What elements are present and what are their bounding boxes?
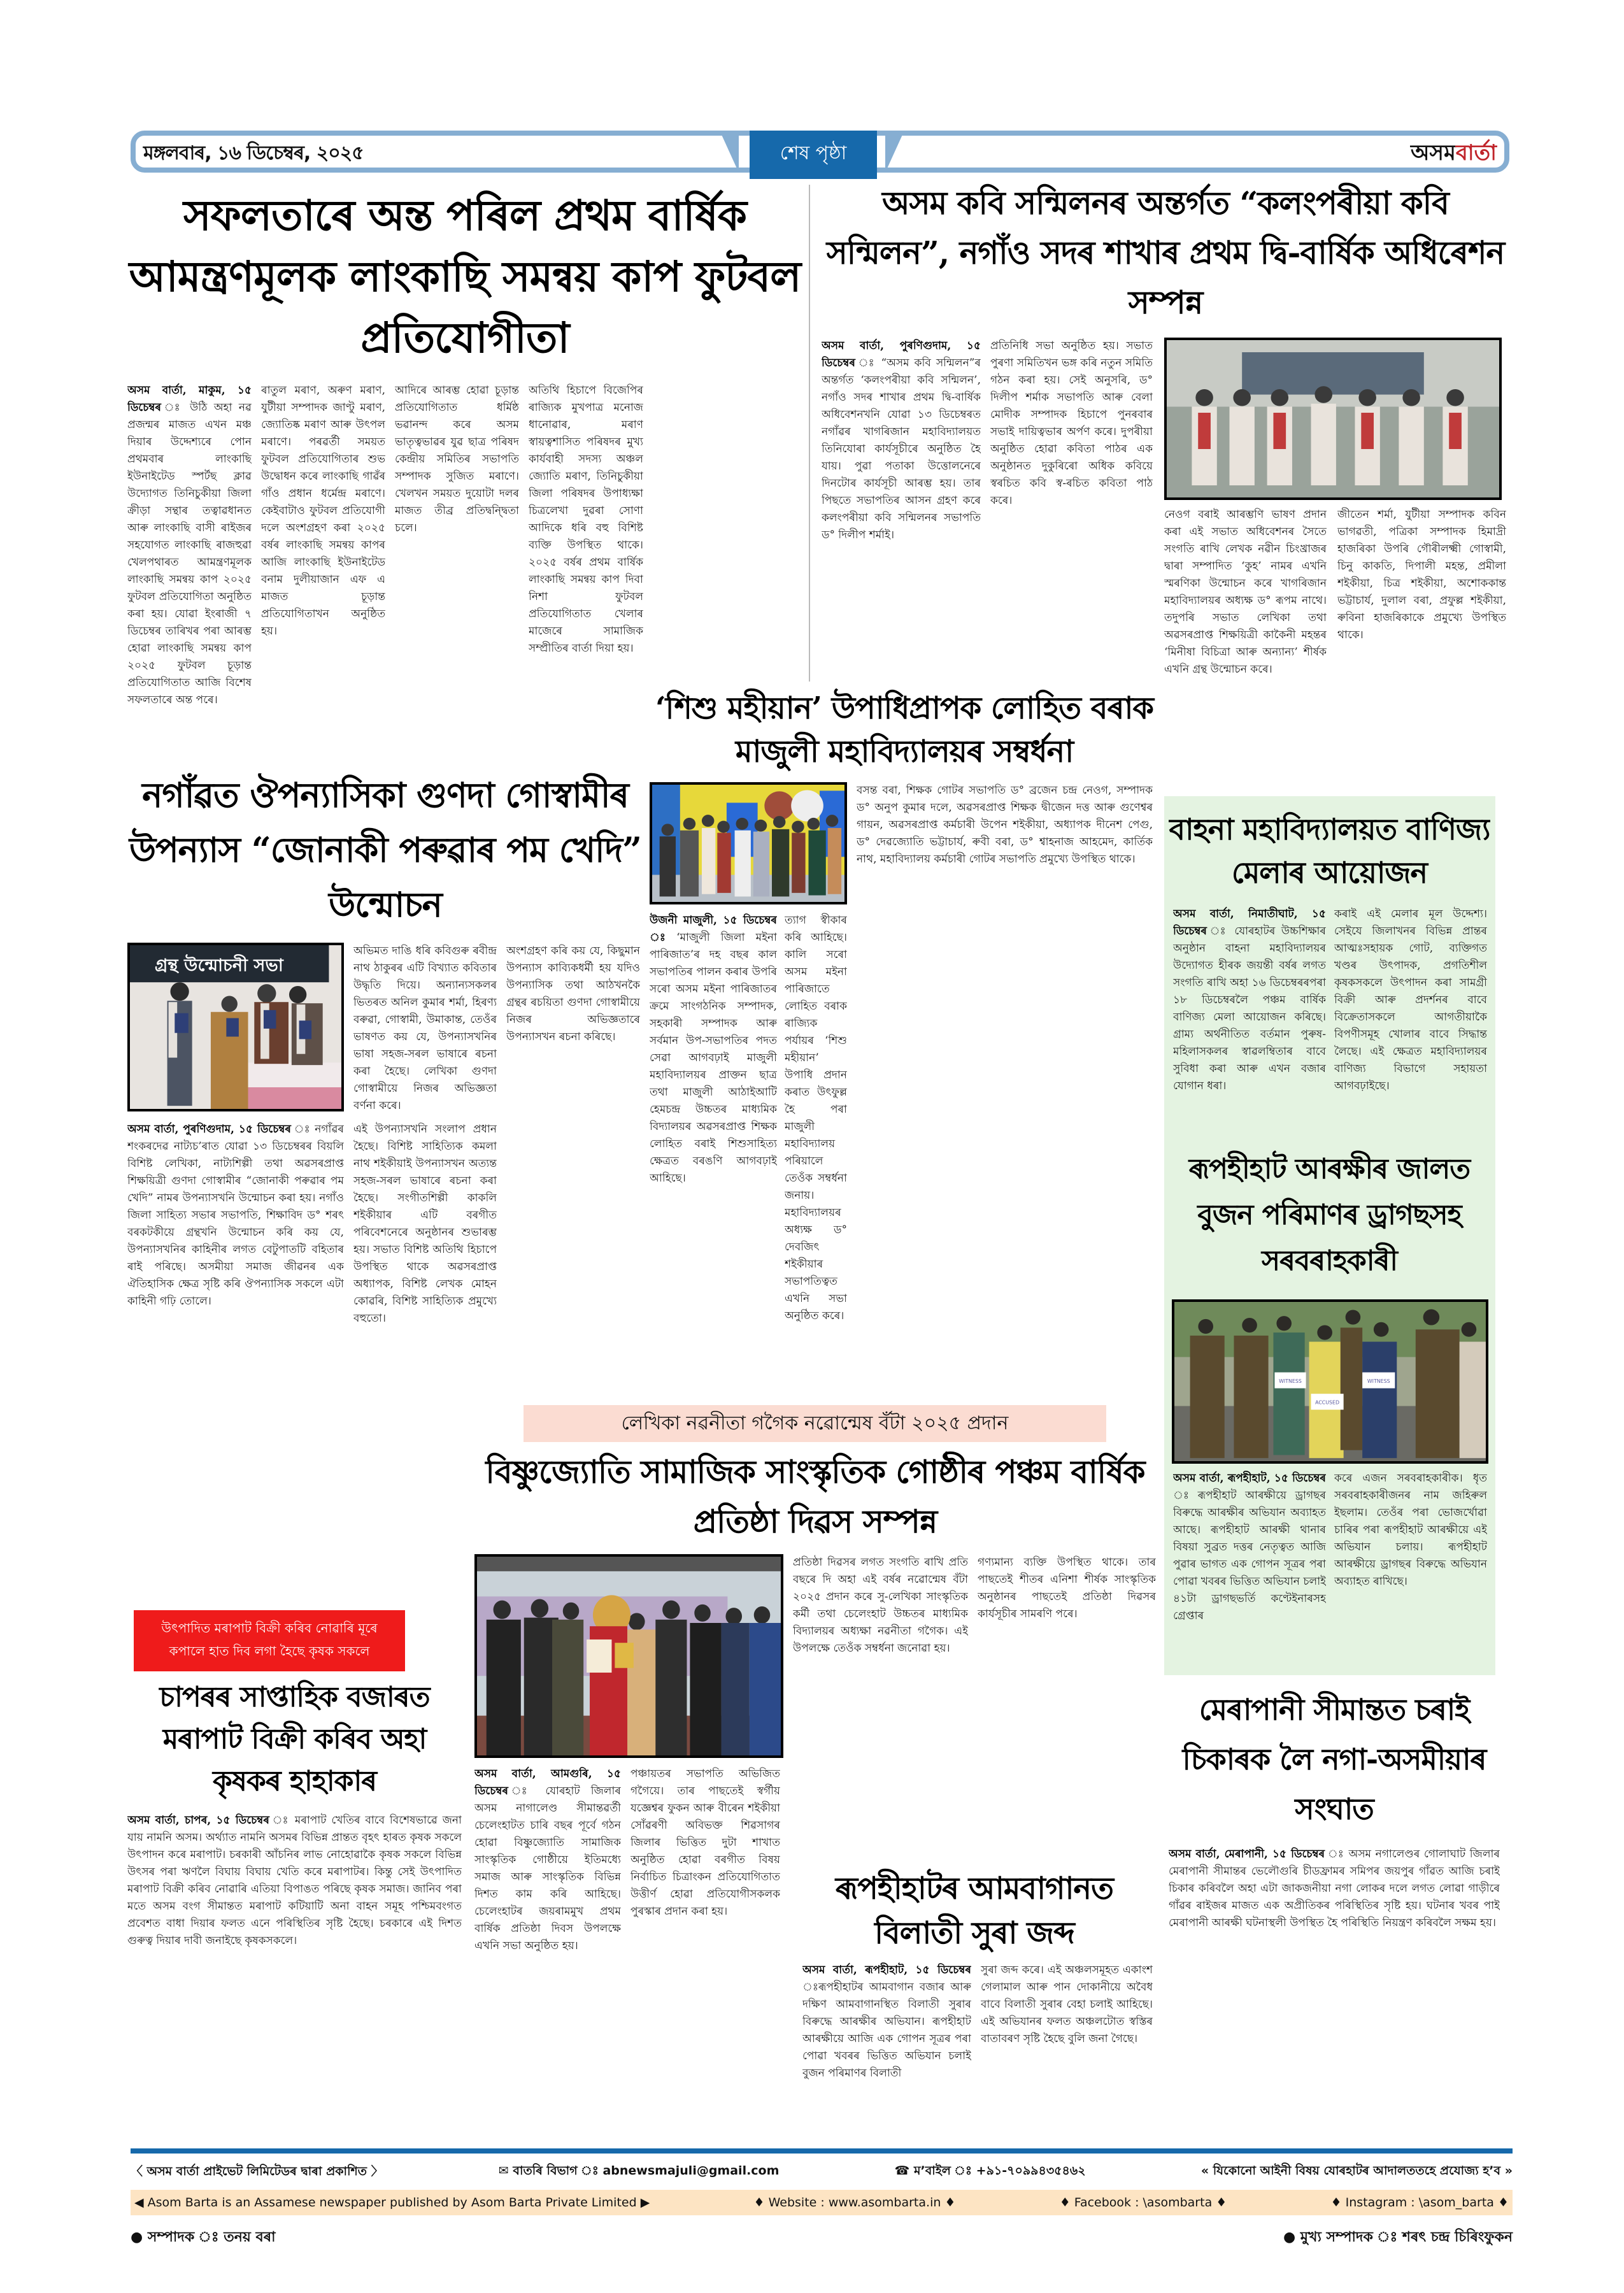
jute-body-text: ঃ মৰাপাট খেতিৰ বাবে বিশেষভাৱে জনা যায় নামনি অসম। অৰ্থ্যাত নামনি অসমৰ বিভিন্ন প্ৰান্তত বৃহৎ হাৰত কৃষক সকলে উৎপাদন কৰে মৰাপাট। চৰকাৰী আঁচনিৰ লাভ নোহোৱাকৈ কৃষক সকলে বিভিন্ন উৎসৰ পৰা ঋণলৈ বিঘায় বিঘায় খেতি কৰে মৰাপাটৰ। কিন্তু সেই উৎপাদিত মৰাপাট বিক্ৰী কৰিব নোৱাৰি এতিয়া বিপাঙত পৰিছে কৃষক সমাজ। জানিব পৰা মতে অসম বংগ সীমান্তত মৰাপাট কটিয়াটি অনা বাহন সমূহ পশ্চিমবংগত প্ৰবেশত বাধা দিয়াৰ ফলত এনে পৰিস্থিতিৰ সৃষ্টি হৈছে। চৰকাৰে এই দিশত গুৰুত্ব দিয়াৰ দাবী জনাইছে কৃষকসকলে।: [127, 1814, 462, 1947]
issue-date: মঙ্গলবাৰ, ১৬ ডিচেম্বৰ, ২০২৫: [143, 142, 364, 164]
jurisdiction-text: যিকোনো আইনী বিষয় যোৰহাটৰ আদালততহে প্ৰযোজ্য হ’ব: [1213, 2164, 1501, 2178]
novel-photo: [127, 943, 344, 1111]
news-desk-label: বাতৰি বিভাগ ঃ: [513, 2164, 599, 2178]
football-headline: সফলতাৰে অন্ত পৰিল প্ৰথম বাৰ্ষিক আমন্ত্ৰণমূলক লাংকাছি সমন্বয় কাপ ফুটবল প্ৰতিযোগীতা: [129, 190, 801, 362]
rupohi-liquor-dateline: অসম বাৰ্তা, ৰূপহীহাট, ১৫ ডিচেম্বৰ: [802, 1964, 971, 1976]
instagram-text: Instagram : \asom_barta: [1345, 2196, 1494, 2210]
shishu-body-text: ‘মাজুলী জিলা মইনা পাৰিজাত’ৰ দহ বছৰ কাল সভাপতিৰ পালন কৰাৰ উপৰি সৰো অসম মইনা পাৰিজাতৰ ক্ৰমে সাংগঠনিক সম্পাদক, সহকাৰী সম্পাদক আৰু সৰ্বমান উপ-সভাপতিৰ পদত সেৱা আগবঢ়াই মাজুলী মহাবিদ্যালয়ৰ প্ৰাক্তন ছাত্ৰ তথা মাজুলী আঠাইআটি হেমচন্দ্ৰ উচ্চতৰ মাধ্যমিক বিদ্যালয়ৰ অৱসৰপ্ৰাপ্ত শিক্ষক লোহিত বৰাই শিশুসাহিত্য ক্ষেত্ৰত বৰঙণি আগবঢ়াই আহিছে।: [650, 931, 777, 1185]
shishu-photo-image: [652, 785, 844, 902]
logo-part2: বাৰ্তা: [1455, 140, 1497, 166]
editor: ● সম্পাদক ঃ তনয় বৰা: [131, 2229, 276, 2245]
novel-dateline: অসম বাৰ্তা, পুৰণিগুদাম, ১৫ ডিচেম্বৰ: [127, 1123, 291, 1136]
bishnu-body-col1: [474, 1766, 621, 2141]
kabi-photo-image: [1167, 340, 1499, 497]
football-body-col4: অতিথি হিচাপে বিজেপিৰ ৰাজ্যিক মুখপাত্ৰ মনোজ ধানোৱাৰ, মৰাণ স্বায়ত্বশাসিত পৰিষদৰ মুখ্য কাৰ্যবাহী সদস্য অঞ্চল জ্যোতি মৰাণ, তিনিচুকীয়া জিলা পৰিষদৰ উপাধ্যক্ষা চিত্ৰলেখা দুৱৰা সোণা আদিকে ধৰি বহু বিশিষ্ট ব্যক্তি উপস্থিত থাকে। ২০২৫ বৰ্ষৰ প্ৰথম বাৰ্ষিক লাংকাছি সমন্বয় কাপ দিবা নিশা ফুটবল প্ৰতিযোগিতাত খেলাৰ মাজেৰে সামাজিক সম্প্ৰীতিৰ বাৰ্তা দিয়া হয়।: [529, 384, 643, 655]
football-body-col1: [127, 382, 252, 748]
bishnu-photo-image: [477, 1557, 781, 1755]
rupohi-liquor-body-col1: [802, 1962, 971, 2140]
footer-editors: [131, 2226, 1513, 2250]
rupohi-drugs-body-col1: [1173, 1470, 1326, 1668]
kabi-headline: অসম কবি সন্মিলনৰ অন্তৰ্গত “কলংপৰীয়া কবি সন্মিলন”, নগাঁও সদৰ শাখাৰ প্ৰথম দ্বি-বাৰ্ষিক অধিৰেশন সম্পন্ন: [826, 184, 1505, 321]
novel-body-col1: [127, 1121, 344, 1576]
merapani-dateline: অসম বাৰ্তা, মেৰাপানী, ১৫ ডিচেম্বৰ: [1169, 1848, 1325, 1861]
bahona-body-text: ঃ যোৰহাটৰ উচ্চশিক্ষাৰ অনুষ্ঠান বাহনা মহাবিদ্যালয়ৰ উদ্যোগত হীৰক জয়ন্তী বৰ্ষৰ লগত সংগতি ৰাখি অহা ১৬ ডিচেম্বৰৰপৰা ১৮ ডিচেম্বৰলৈ পঞ্চম বাৰ্ষিক বাণিজ্য মেলা আয়োজন কৰিছে। গ্ৰাম্য অৰ্থনীতিত বৰ্তমান পুৰুষ-মহিলাসকলৰ স্বাৱলম্বিতাৰ বাবে সুবিধা কৰা আৰু এখন বজাৰ যোগান ধৰা।: [1173, 925, 1326, 1092]
header-wedge-right: [885, 131, 904, 173]
merapani-body: [1169, 1846, 1500, 2140]
email-link[interactable]: abnewsmajuli@gmail.com: [602, 2164, 780, 2178]
mobile-info: [895, 2162, 1086, 2182]
bishnu-body-text: ঃ যোৰহাট জিলাৰ অসম নাগালেণ্ড সীমান্তৱৰ্তী চেলেংহাটত চাৰি বছৰ পূৰ্বে গঠন হোৱা বিষ্ণুজ্যোতি সামাজিক সাংস্কৃতিক গোষ্ঠীয়ে ইতিমধ্যে সমাজ আৰু সাংস্কৃতিক বিভিন্ন দিশত কাম কৰি আহিছে। চেলেংহাটৰ জয়ৰামমুখ প্ৰথম বাৰ্ষিক প্ৰতিষ্ঠা দিবস উপলক্ষে এখনি সভা অনুষ্ঠিত হয়।: [474, 1785, 621, 1952]
novel-photo-banner: গ্ৰন্থ উন্মোচনী সভা: [155, 955, 283, 976]
footer-info-row: [131, 2159, 1513, 2185]
logo-part1: অসম: [1411, 140, 1456, 166]
editor-text: সম্পাদক ঃ তনয় বৰা: [147, 2229, 276, 2245]
novel-photo-image: [130, 945, 341, 1109]
bishnu-body-col2: পঞ্চায়তৰ সভাপতি অভিজিত গগৈয়ে। তাৰ পাছতেই স্বৰ্গীয় যজ্ঞেশ্বৰ ফুকন আৰু বীৰেন শইকীয়া সোঁৱৰণী অবিভক্ত শিৱসাগৰ জিলাৰ ভিত্তিত দুটা শাখাত অনুষ্ঠিত হোৱা বৰগীত বিষয় নিৰ্বাচিত চিত্ৰাংকন প্ৰতিযোগিতাত উত্তীৰ্ণ হোৱা প্ৰতিযোগীসকলক পুৰস্কাৰ প্ৰদান কৰা হয়।: [630, 1768, 780, 1918]
merapani-body-text: ঃ অসম নগালেণ্ডৰ গোলাঘাট জিলাৰ মেৰাপানী সীমান্তৰ ভেলৌগুৰি চীডফ্ৰামৰ সমিপৰ জয়পুৰ গাঁৱত আজি চৰাই চিকাৰ কৰিবলৈ অহা এটা জাকজনীয়া নগা লোকৰ দলে লগত লোৱা গাড়ীৰে গাঁৱৰ ৰাইজৰ মাজত এক অপ্ৰীতিকৰ পৰিস্থিতিৰ সৃষ্টি হয়। ঘটনাৰ খবৰ পাই মেৰাপানী আৰক্ষী ঘটনাস্থলী উপস্থিত হৈ পৰিস্থিতি নিয়ন্ত্ৰণ কৰিবলৈ সক্ষম হয়।: [1169, 1848, 1500, 1929]
kabi-body-col1: [822, 338, 981, 682]
novel-body-col3: অভিমত দাঙি ধৰি কবিগুৰু ৰবীন্দ্ৰ নাথ ঠাকুৰৰ এটি বিখ্যাত কবিতাৰ উদ্ধৃতি দিয়ে। অন্যান্যসকলৰ ভিতৰত অনিল কুমাৰ শৰ্মা, হিৰণ্য বৰুৱা, গোস্বামী, উমাকান্ত, তেওঁৰ ভাষণত কয় যে, উপন্যাসখনিৰ ভাষা সহজ-সৰল ভাষাৰে ৰচনা কৰা হৈছে। লেখিকা গুণদা গোস্বামীয়ে নিজৰ অভিজ্ঞতা বৰ্ণনা কৰে।: [353, 945, 497, 1112]
bishnu-photo: [474, 1554, 783, 1758]
bishnu-dateline: অসম বাৰ্তা, আমগুৰি, ১৫ ডিচেম্বৰ: [474, 1768, 621, 1797]
football-body-col2: ৰাতুল মৰাণ, অৰুণ মৰাণ, যুটীয়া সম্পাদক জাণ্টু মৰাণ, জ্যোতিষ্ক মৰাণ আৰু উৎপল মৰাণে। পৰৱৰ্তী সময়ত ফুটবল প্ৰতিযোগিতাৰ শুভ উদ্বোধন কৰে লাংকাছি গাৱঁৰ গাঁও প্ৰধান ধৰ্মেন্দ্ৰ মৰাণে। কেইবাটাও ফুটবল প্ৰতিযোগী দলে অংশগ্ৰহণ কৰা ২০২৫ বৰ্ষৰ লাংকাছি সমন্বয় কাপৰ আজি লাংকাছি ইউনাইটেড বনাম দুলীয়াজান এফ এ মাজত চূড়ান্ত প্ৰতিযোগিতাখন অনুষ্ঠিত হয়।: [261, 384, 385, 638]
instagram-link[interactable]: ♦ Instagram : \asom_barta ♦: [1330, 2196, 1509, 2210]
column-divider: [809, 185, 810, 682]
bishnu-headline: বিষ্ণুজ্যোতি সামাজিক সাংস্কৃতিক গোষ্ঠীৰ পঞ্চম বাৰ্ষিক প্ৰতিষ্ঠা দিৱস সম্পন্ন: [485, 1453, 1145, 1540]
envelope-icon: ✉: [498, 2164, 509, 2178]
facebook-text: Facebook : \asombarta: [1074, 2196, 1213, 2210]
mobile-number: +৯১-৭০৯৯৪৩৫৪৬২: [976, 2164, 1086, 2178]
shishu-body-col3: বসন্ত বৰা, শিক্ষক গোটৰ সভাপতি ড° ব্ৰজেন চন্দ্ৰ নেওগ, সম্পাদক ড° অনুপ কুমাৰ দলে, অৱসৰপ্ৰাপ্ত শিক্ষক দ্বীজেন দত্ত আৰু গুণেশ্বৰ গায়ন, অৱসৰপ্ৰাপ্ত কৰ্মচাৰী উপেন শইকীয়া, অধ্যাপক দীনেশ পেগু, ড° দেৱজ্যোতি ভট্টাচাৰ্য, ৰুবী বৰা, ড° শ্বাহনাজ আহমেদ, কাৰ্তিক নাথ, মহাবিদ্যালয় কৰ্মচাৰী গোটৰ সভাপতি প্ৰমুখ্যে উপস্থিত থাকে।: [857, 784, 1153, 866]
football-dateline: অসম বাৰ্তা, মাকুম, ১৫ ডিচেম্বৰ: [127, 384, 252, 414]
rupohi-drugs-headline: ৰূপহীহাট আৰক্ষীৰ জালত বুজন পৰিমাণৰ ড্ৰাগছসহ সৰবৰাহকাৰী: [1188, 1153, 1471, 1277]
bishnu-body-col4: গণ্যমান্য ব্যক্তি উপস্থিত থাকে। তাৰ পাছতেই শীতৰ এনিশা শীৰ্ষক সাংস্কৃতিক অনুষ্ঠানৰ পাছতেই প্ৰতিষ্ঠা দিৱসৰ কাৰ্যসূচীৰ সামৰণি পৰে।: [978, 1556, 1156, 1620]
jute-headline: চাপৰৰ সাপ্তাহিক বজাৰত মৰাপাট বিক্ৰী কৰিব অহা কৃষকৰ হাহাকাৰ: [159, 1681, 430, 1797]
newspaper-logo: [1411, 136, 1497, 173]
rupohi-drugs-dateline: অসম বাৰ্তা, ৰূপহীহাট, ১৫ ডিচেম্বৰ: [1173, 1472, 1326, 1485]
shishu-headline: ‘শিশু মহীয়ান’ উপাধিপ্ৰাপক লোহিত বৰাক মাজুলী মহাবিদ্যালয়ৰ সম্বৰ্ধনা: [655, 690, 1153, 769]
novel-body-text: ঃ নগাঁৱৰ শংকৰদেৱ নাট্যচ’ৰাত যোৱা ১৩ ডিচেম্বৰৰ বিয়লি বিশিষ্ট লেখিকা, নাট্যশিল্পী তথা অৱসৰপ্ৰাপ্ত শিক্ষয়িত্ৰী গুণদা গোস্বামীৰ “জোনাকী পৰুৱাৰ পম খেদি” নামৰ উপন্যাসখনি উন্মোচন কৰা হয়। নগাঁও জিলা সাহিত্য সভাৰ সভাপতি, শিক্ষাবিদ ড° শৰৎ বৰকটকীয়ে গ্ৰন্থখনি উন্মোচন কৰি কয় যে, উপন্যাসখনিৰ কাহিনীৰ লগত বেটুপাতটি বহিতাৰ ৰাই পৰিছে। অসমীয়া সমাজ জীৱনৰ এক ঐতিহাসিক ক্ষেত্ৰ সৃষ্টি কৰি ঔপন্যাসিক সকলে এটা কাহিনী গঢ়ি তোলে।: [127, 1123, 344, 1308]
kabi-photo: [1164, 338, 1502, 500]
novel-headline: নগাঁৱত ঔপন্যাসিকা গুণদা গোস্বামীৰ উপন্যাস “জোনাকী পৰুৱাৰ পম খেদি” উন্মোচন: [129, 775, 642, 925]
mobile-label: ম’বাইল ঃ: [913, 2164, 972, 2178]
publisher-line: 〈 অসম বাৰ্তা প্ৰাইভেট লিমিটেডৰ দ্বাৰা প্ৰকাশিত 〉: [131, 2164, 383, 2178]
facebook-link[interactable]: ♦ Facebook : \asombarta ♦: [1059, 2196, 1227, 2210]
shishu-photo: [650, 782, 847, 904]
header-wedge-left: [720, 131, 739, 173]
kabi-dateline: অসম বাৰ্তা, পুৰণিগুদাম, ১৫ ডিচেম্বৰ: [822, 339, 981, 369]
rupohi-liquor-body-text: ঃৰূপহীহাটৰ আমবাগান বজাৰ আৰু দক্ষিণ আমবাগানস্থিত বিলাতী সুৰাৰ বিৰুদ্ধে আৰক্ষীৰ অভিযান। ৰূপহীহাট আৰক্ষীয়ে আজি এক গোপন সূত্ৰৰ পৰা পোৱা খবৰৰ ভিত্তিত অভিযান চলাই বুজন পৰিমাণৰ বিলাতী: [802, 1981, 971, 2080]
rupohi-liquor-body-col2: সুৰা জব্দ কৰে। এই অঞ্চলসমূহত একাংশ গেলামাল আৰু পান দোকানীয়ে অবৈধ বাবে বিলাতী সুৰাৰ বেহা চলাই আহিছে। এই অভিযানৰ ফলত অঞ্চলটোত স্বস্তিৰ বাতাবৰণ সৃষ্টি হৈছে বুলি জনা গৈছে।: [981, 1964, 1153, 2045]
footer-rule: [131, 2148, 1513, 2154]
photo-sign-3: WITNESS: [1367, 1378, 1390, 1384]
rupohi-drugs-body-col2: কৰে এজন সৰবৰাহকাৰীক। ধৃত সৰবৰাহকাৰীজনৰ নাম জহিৰুল ইছলাম। তেওঁৰ পৰা ভোজৰ্খোৱা চাৰিৰ পৰা ৰূপহীহাট আৰক্ষীয়ে এই অভিযান চলায়। ৰূপহীহাট আৰক্ষীয়ে ড্ৰাগছৰ বিৰুদ্ধে অভিযান অব্যাহত ৰাখিছে।: [1334, 1472, 1487, 1588]
section-label: শেষ পৃষ্ঠা: [750, 131, 877, 179]
merapani-headline: মেৰাপানী সীমান্তত চৰাই চিকাৰক লৈ নগা-অসমীয়াৰ সংঘাত: [1182, 1692, 1486, 1826]
jute-dateline: অসম বাৰ্তা, চাপৰ, ১৫ ডিচেম্বৰ: [127, 1814, 269, 1827]
kabi-body-col2: প্ৰতিনিধি সভা অনুষ্ঠিত হয়। সভাত পুৰণা সমিতিখন ভঙ্গ কৰি নতুন সমিতি গঠন কৰা হয়। সেই অনুসৰি, ড° দিলীপ শৰ্মাক সভাপতি আৰু বেলা মোদীক সম্পাদক হিচাপে পুনৰবাৰ সভাই দায়িত্বভাৰ অৰ্পণ কৰে। দুপৰীয়া অনুষ্ঠিত হোৱা কবিতা পাঠৰ এক অনুষ্ঠানত দুকুৰিৰো অধিক কবিয়ে স্বৰচিত কবি স্ব-ৰচিত কবিতা পাঠ কৰে।: [990, 339, 1153, 507]
chief-editor-text: মুখ্য সম্পাদক ঃ শৰৎ চন্দ্ৰ চিৰিংফুকন: [1300, 2229, 1513, 2245]
phone-icon: ☎: [894, 2164, 910, 2178]
chief-editor: ● মুখ্য সম্পাদক ঃ শৰৎ চন্দ্ৰ চিৰিংফুকন: [1283, 2229, 1513, 2245]
bahona-body-col1: [1173, 906, 1326, 1132]
football-body-col3: আদিৰে আৰম্ভ হোৱা চূড়ান্ত প্ৰতিযোগিতাত ধৰ্মিষ্ঠ ভৱানন্দ কৰে অসম ভাতৃত্বভাৱৰ যুৱ ছাত্ৰ পৰিষদ কেন্দ্ৰীয় সমিতিৰ সভাপতি সম্পাদক সুজিত মৰাণে। খেলখন সময়ত দুয়োটা দলৰ মাজত তীব্ৰ প্ৰতিদ্বন্দ্বিতা চলে।: [395, 384, 519, 534]
jute-banner-line2: কপালে হাত দিব লগা হৈছে কৃষক সকলে: [169, 1643, 370, 1659]
kabi-body-col4: জীতেন শৰ্মা, যুটীয়া সম্পাদক কবিন ভাগৱতী, পত্ৰিকা সম্পাদক হিমাদ্ৰী হাজৰিকা উপৰি গৌৰীলক্ষ্মী গোস্বামী, চিনু কাকতি, দিপালী মহন্ত, প্ৰমীলা শইকীয়া, চিত্ৰ শইকীয়া, অশোককান্ত ভট্টাচাৰ্য, দুলাল বৰা, প্ৰফুল্ল শইকীয়া, ৰুবিনা হাজৰিকাকে প্ৰমুখ্যে উপস্থিত থাকে।: [1337, 508, 1506, 641]
bishnu-body-col3: প্ৰতিষ্ঠা দিৱসৰ লগত সংগতি ৰাখি প্ৰতি বছৰে দি অহা এই বৰ্ষৰ নৱোন্মেষ বঁটা ২০২৫ প্ৰদান কৰে সু-লেখিকা সাংস্কৃতিক কৰ্মী তথা চেলেংহাট উচ্চতৰ মাধ্যমিক বিদ্যালয়ৰ অধ্যক্ষা নৱনীতা গগৈক। এই উপলক্ষে তেওঁক সম্বৰ্ধনা জনোৱা হয়।: [793, 1556, 968, 1655]
shishu-body-col2: ত্যাগ স্বীকাৰ কৰি আহিছে। কালি সৰো অসম মইনা পাৰিজাতে লোহিত বৰাক ৰাজ্যিক পৰ্যায়ৰ ‘শিশু মহীয়ান’ উপাধি প্ৰদান কৰাত উৎফুল্ল হৈ পৰা মাজুলী মহাবিদ্যালয় পৰিয়ালে তেওঁক সম্বৰ্ধনা জনায়। মহাবিদ্যালয়ৰ অধ্যক্ষ ড° দেবজিৎ শইকীয়াৰ সভাপতিত্বত এখনি সভা অনুষ্ঠিত কৰে।: [785, 914, 847, 1322]
bahona-headline: বাহনা মহাবিদ্যালয়ত বাণিজ্য মেলাৰ আয়োজন: [1169, 812, 1490, 890]
rupohi-liquor-headline: ৰূপহীহাটৰ আমবাগানত বিলাতী সুৰা জব্দ: [835, 1871, 1114, 1951]
novel-body-col2: এই উপন্যাসখনি সংলাপ প্ৰধান হৈছে। বিশিষ্ট সাহিত্যিক কমলা নাথ শইকীয়াই উপন্যাসখন অত্যন্ত সহজ-সৰল ভাষাৰে ৰচনা কৰা হৈছে। সংগীতশিল্পী কাকলি শইকীয়াৰ এটি বৰগীত পৰিবেশনেৰে অনুষ্ঠানৰ শুভাৰম্ভ হয়। সভাত বিশিষ্ট অতিথি হিচাপে উপস্থিত থাকে অৱসৰপ্ৰাপ্ত অধ্যাপক, বিশিষ্ট লেখক মোহন কোৱৰি, বিশিষ্ট সাহিত্যিক প্ৰমুখ্যে বহুতো।: [353, 1123, 497, 1325]
kabi-body-text: ঃ “অসম কবি সন্মিলন”ৰ অন্তৰ্গত ‘কলংপৰীয়া কবি সন্মিলন’, নগাঁও সদৰ শাখাৰ প্ৰথম দ্বি-বাৰ্ষিক অধিবেশনখনি যোৱা ১৩ ডিচেম্বৰত নগাঁৱৰ খাগৰিজান মহাবিদ্যালয়ত তিনিযোৰা কাৰ্যসূচীৰে অনুষ্ঠিত হৈ যায়। পুৱা পতাকা উত্তোলনেৰে দিনটোৰ কাৰ্যসূচী আৰম্ভ হয়। তাৰ পিছতে সভাপতিৰ আসন গ্ৰহণ কৰে কলংপৰীয়া কবি সন্মিলনৰ সভাপতি ড° দিলীপ শৰ্মাই।: [822, 357, 981, 541]
kabi-body-col3: নেওগ বৰাই আৰম্ভণি ভাষণ প্ৰদান কৰা এই সভাত অধিবেশনৰ সৈতে সংগতি ৰাখি লেখক নৱীন চিংখ্ৰাজৰ দ্বাৰা সম্পাদিত ‘কুহ’ নামৰ এখনি স্মৰণিকা উন্মোচন কৰে খাগৰিজান মহাবিদ্যালয়ৰ অধ্যক্ষ ড° ৰূপম নাথে। তদুপৰি সভাত লেখিকা তথা অৱসৰপ্ৰাপ্ত শিক্ষয়িত্ৰী কাকৈনী মহন্তৰ ‘মিনীষা বিচিত্ৰা আৰু অন্যান্য’ শীৰ্ষক এখনি গ্ৰন্থ উন্মোচন কৰে।: [1164, 508, 1327, 676]
novel-body-col4: অংশগ্ৰহণ কৰি কয় যে, কিছুমান উপন্যাস কাব্যিকধৰ্মী হয় যদিও উপন্যাসিক তথা আঠখনকৈ গ্ৰন্থৰ ৰচয়িতা গুণদা গোস্বামীয়ে নিজৰ অভিজ্ঞতাৰে উপন্যাসখন ৰচনা কৰিছে।: [506, 945, 640, 1043]
rupohi-drugs-photo-image: [1174, 1302, 1486, 1461]
rupohi-drugs-photo: [1172, 1299, 1488, 1464]
publisher-text: অসম বাৰ্তা প্ৰাইভেট লিমিটেডৰ দ্বাৰা প্ৰকাশিত: [146, 2164, 367, 2178]
photo-sign-2: ACCUSED: [1315, 1399, 1340, 1406]
football-body-text: ঃ উঠি অহা নৱ প্ৰজন্মৰ মাজত এখন মঞ্চ দিয়াৰ উদ্দেশ্যৰে পোন প্ৰথমবাৰ লাংকাছি ইউনাইটেড স্পৰ্টছ ক্লাৱ উদ্যোগত তিনিচুকীয়া জিলা ক্ৰীড়া সন্থাৰ তত্বাৱধানত আৰু লাংকাছি বাসী ৰাইজৰ সহযোগত লাংকাছি ৰাজহুৱা খেলপথাৰত আমন্ত্ৰণমূলক লাংকাছি সমন্বয় কাপ ২০২৫ ফুটবল প্ৰতিযোগিতা অনুষ্ঠিত কৰা হয়। যোৱা ইংৰাজী ৭ ডিচেম্বৰ তাৰিখৰ পৰা আৰম্ভ হোৱা লাংকাছি সমন্বয় কাপ ২০২৫ ফুটবল চূড়ান্ত প্ৰতিযোগিতাত আজি বিশেষ সফলতাৰে অন্ত পৰে।: [127, 401, 252, 706]
shishu-body-col1: [650, 912, 777, 1325]
news-desk: [499, 2162, 780, 2182]
jute-banner-line1: উৎপাদিত মৰাপাট বিক্ৰী কৰিব নোৱাৰি মূৰে: [161, 1620, 378, 1636]
bahona-body-col2: কৰাই এই মেলাৰ মূল উদ্দেশ্য। সেইযে জিলাখনৰ বিভিন্ন প্ৰান্তৰ আত্মঃসহায়ক গোট, ব্যক্তিগত খণ্ডৰ উৎপাদক, প্ৰগতিশীল কৃষকসকলে উৎপাদন কৰা সামগ্ৰী বিক্ৰী আৰু প্ৰদৰ্শনৰ বাবে বিক্ৰেতাসকলে আগতীয়াকৈ বিপণীসমূহ খোলাৰ বাবে সিদ্ধান্ত লৈছে। এই ক্ষেত্ৰত মহাবিদ্যালয়ৰ বাণিজ্য বিভাগে সহায়তা আগবঢ়াইছে।: [1334, 908, 1487, 1092]
english-about-text: Asom Barta is an Assamese newspaper published by Asom Barta Private Limited: [147, 2196, 637, 2210]
footer-english-strip: [131, 2190, 1513, 2215]
rupohi-drugs-body-text: ঃ ৰূপহীহাট আৰক্ষীয়ে ড্ৰাগছৰ বিৰুদ্ধে আৰক্ষীৰ অভিযান অব্যাহত আছে। ৰূপহীহাট আৰক্ষী থানাৰ বিষয়া সুব্ৰত দত্তৰ নেতৃত্বত আজি পুৱাৰ ভাগত এক গোপন সূত্ৰৰ পৰা পোৱা খবৰৰ ভিত্তিত অভিযান চলাই ৪১টা ড্ৰাগছভৰ্তি কণ্টেইনাৰসহ গ্ৰেপ্তাৰ: [1173, 1489, 1326, 1622]
shishu-dateline: উজনী মাজুলী, ১৫ ডিচেম্বৰ ঃ: [650, 914, 777, 944]
jute-body: [127, 1812, 462, 2140]
photo-sign-1: WITNESS: [1279, 1378, 1302, 1384]
award-ribbon: লেখিকা নৱনীতা গগৈক নৱোন্মেষ বঁটা ২০২৫ প্ৰদান: [524, 1405, 1106, 1442]
english-about: ◀ Asom Barta is an Assamese newspaper published by Asom Barta Private Limited ▶: [134, 2196, 650, 2210]
bahona-dateline: অসম বাৰ্তা, নিমাতীঘাট, ১৫ ডিচেম্বৰ: [1173, 908, 1326, 938]
website-text: Website : www.asombarta.in: [768, 2196, 941, 2210]
jurisdiction-note: « যিকোনো আইনী বিষয় যোৰহাটৰ আদালততহে প্ৰযোজ্য হ’ব »: [1200, 2164, 1513, 2178]
jute-red-banner: [134, 1610, 405, 1671]
website-link[interactable]: ♦ Website : www.asombarta.in ♦: [753, 2196, 956, 2210]
